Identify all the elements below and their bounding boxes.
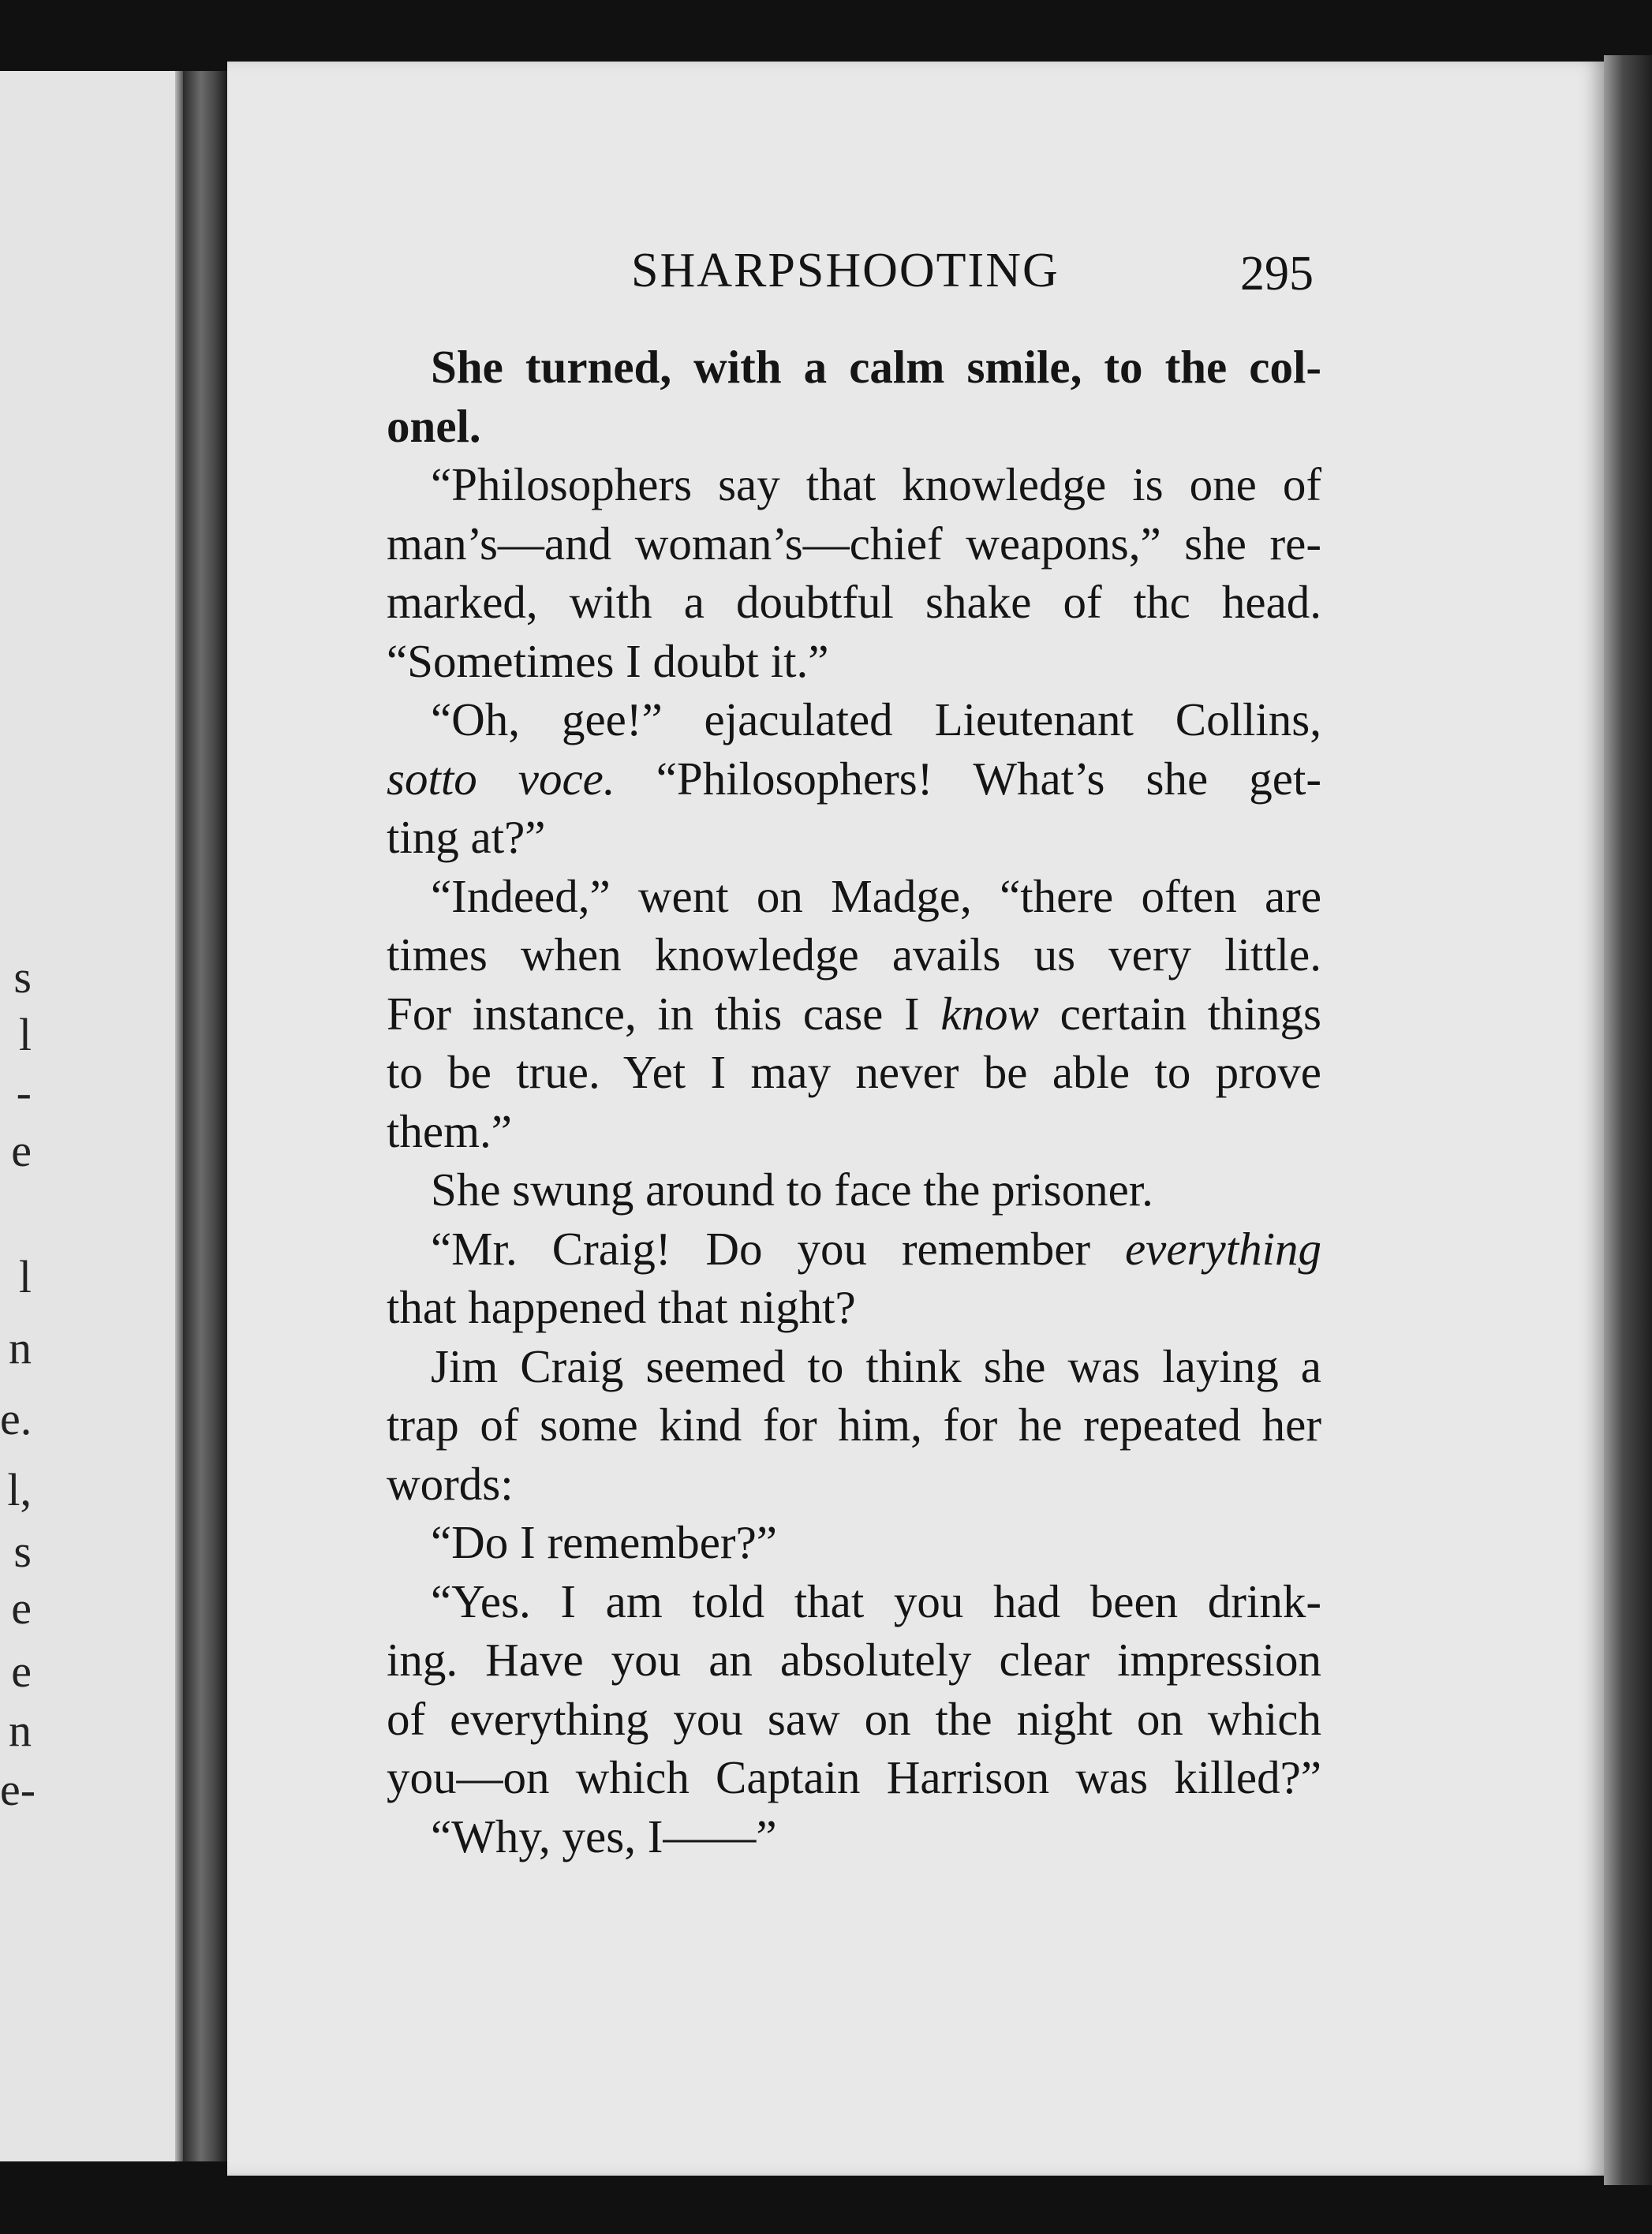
text-run: “Sometimes I doubt it.” [387,634,829,687]
text-line [387,1220,1321,1279]
text-run: times when knowledge avails us very little. [387,928,1321,981]
text-line [387,1160,1321,1220]
text-line [387,1807,1321,1866]
italic-text: know [940,987,1039,1040]
previous-page-fragment: e [11,1125,32,1176]
text-run: For instance, in this case I [387,987,941,1040]
text-run: She turned, with a calm smile, to the col- [431,341,1321,393]
text-line [387,925,1321,984]
text-run: to be true. Yet I may never be able to prove [387,1046,1321,1098]
previous-page-fragment: e [11,1646,32,1697]
text-line [387,455,1321,514]
text-run: She swung around to face the prisoner. [431,1164,1153,1216]
previous-page-shadow [175,71,183,2161]
previous-page-fragment: l, [7,1464,32,1515]
previous-page-edge [0,71,183,2161]
text-run: marked, with a doubtful shake of thc head. [387,576,1321,628]
text-line [387,1455,1321,1514]
previous-page-fragment: e [11,1582,32,1634]
text-line [387,1102,1321,1161]
previous-page-fragment: s [13,1526,32,1577]
previous-page-fragment: n [9,1322,32,1373]
text-line [387,1278,1321,1337]
text-line [387,1337,1321,1396]
text-run: “Oh, gee!” ejaculated Lieutenant Collins, [431,693,1321,745]
text-run: them.” [387,1104,512,1157]
text-line [387,514,1321,573]
text-run: ting at?” [387,811,546,863]
text-run: “Why, yes, I——” [431,1810,777,1862]
page-right-edge [1604,55,1652,2185]
text-line [387,1043,1321,1102]
text-run: of everything you saw on the night on which [387,1692,1321,1745]
text-line [387,397,1321,456]
text-line [387,690,1321,749]
text-line [387,808,1321,867]
text-line [387,1748,1321,1807]
book-gutter [183,71,227,2161]
text-run: “Indeed,” went on Madge, “there often are [431,869,1321,922]
text-line [387,1631,1321,1690]
text-run: Jim Craig seemed to think she was laying a [431,1339,1321,1392]
previous-page-fragment: l [18,1251,32,1302]
text-line [387,1513,1321,1572]
text-run: “Philosophers! What’s she get- [615,752,1321,805]
text-run: “Philosophers say that knowledge is one of [431,458,1321,510]
previous-page-fragment: e- [0,1764,36,1815]
previous-page-fragment: l [18,1009,32,1060]
text-run: you—on which Captain Harrison was killed?” [387,1751,1321,1803]
text-line [387,1395,1321,1455]
text-line [387,573,1321,632]
previous-page-fragment: e. [0,1393,32,1444]
text-run: ing. Have you an absolutely clear impression [387,1634,1321,1686]
italic-text: sotto voce. [387,752,615,805]
text-run: certain things [1038,987,1321,1040]
text-run: trap of some kind for him, for he repeated her [387,1399,1321,1451]
body-text [387,338,1321,1866]
text-line [387,1690,1321,1749]
text-run: man’s—and woman’s—chief weapons,” she re- [387,517,1321,570]
previous-page-fragment: n [9,1705,32,1756]
previous-page-fragment: s [13,951,32,1003]
text-run: “Do I remember?” [431,1516,777,1568]
text-line [387,984,1321,1044]
text-line [387,749,1321,809]
italic-text: everything [1125,1222,1321,1275]
text-run: words: [387,1457,514,1510]
page-number: 295 [1240,247,1314,301]
running-head: SHARPSHOOTING [631,244,1060,297]
text-line [387,632,1321,691]
text-run: “Mr. Craig! Do you remember [431,1222,1125,1275]
text-line [387,338,1321,397]
previous-page-fragment: - [16,1067,32,1118]
text-line [387,1572,1321,1631]
text-run: “Yes. I am told that you had been drink- [431,1575,1321,1627]
text-run: that happened that night? [387,1281,856,1333]
text-line [387,867,1321,926]
text-run: onel. [387,399,481,452]
